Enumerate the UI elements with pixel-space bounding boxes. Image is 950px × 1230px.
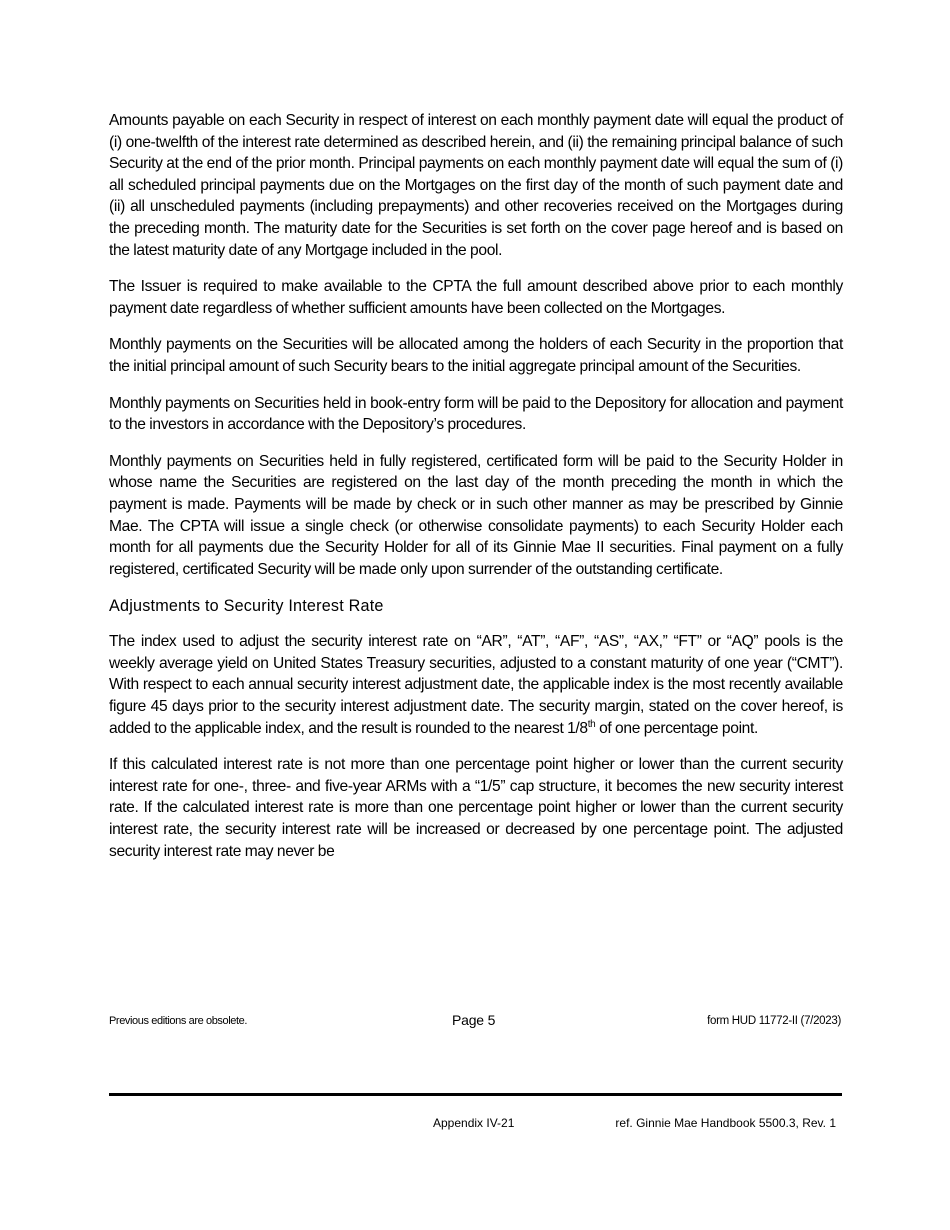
paragraph-index-end: of one percentage point. [595,719,758,737]
document-body [109,110,843,877]
paragraph-rate-cap: If this calculated interest rate is not more than one percentage point higher or lower than the current security interest rate for one-, three- and five-year ARMs with a “1/5” cap structure, it becomes the new security interest rate. If the calculated interest rate is more than one percentage point higher or lower than the current security interest rate, the security interest rate will be increased or decreased by one percentage point. The adjusted security interest rate may never be [109,756,843,860]
horizontal-rule [109,1093,842,1096]
paragraph-index [109,631,843,739]
paragraph-interest-principal: Amounts payable on each Security in respect of interest on each monthly payment date will equal the product of (i) one-twelfth of the interest rate determined as described herein, and (ii) the remaining principal balance of such Security at the end of the prior month. Principal payments on each monthly payment date will equal the sum of (i) all scheduled principal payments due on the Mortgages on the first day of the month of such payment date and (ii) all unscheduled payments (including prepayments) and other recoveries received on the Mortgages during the preceding month. The maturity date for the Securities is set forth on the cover page hereof and is based on the latest maturity date of any Mortgage included in the pool. [109,112,843,259]
footer-page-number: Page 5 [452,1012,496,1028]
footer-obsolete-note: Previous editions are obsolete. [109,1015,248,1027]
paragraph-issuer-requirement: The Issuer is required to make available to the CPTA the full amount described above prior to each monthly payment date regardless of whether sufficient amounts have been collected on the Mortgages. [109,278,843,317]
paragraph-book-entry: Monthly payments on Securities held in book-entry form will be paid to the Depository for allocation and payment to the investors in accordance with the Depository’s procedures. [109,394,843,434]
appendix-label: Appendix IV-21 [433,1116,515,1130]
section-heading: Adjustments to Security Interest Rate [109,597,384,616]
handbook-reference: ref. Ginnie Mae Handbook 5500.3, Rev. 1 [615,1116,836,1130]
page-footer [109,1012,843,1032]
paragraph-index-main: The index used to adjust the security interest rate on “AR”, “AT”, “AF”, “AS”, “AX,” “FT” or “AQ” pools is the weekly average yield on United States Treasury securities, adjusted to a constant maturity of one year (“CMT”). With respect to each annual security interest adjustment date, the applicable index is the most recently available figure 45 days prior to the security interest adjustment date. The security margin, stated on the cover hereof, is added to the applicable index, and the result is rounded to the nearest 1/8 [109,633,843,737]
paragraph-certificated-form: Monthly payments on Securities held in fully registered, certificated form will be paid to the Security Holder in whose name the Securities are registered on the last day of the month preceding the month in which the payment is made. Payments will be made by check or in such other manner as may be prescribed by Ginnie Mae. The CPTA will issue a single check (or otherwise consolidate payments) to each Security Holder each month for all payments due the Security Holder for all of its Ginnie Mae II securities. Final payment on a fully registered, certificated Security will be made only upon surrender of the outstanding certificate. [109,452,843,578]
appendix-footer [109,1116,843,1134]
footer-form-number: form HUD 11772-II (7/2023) [707,1015,841,1027]
paragraph-allocation: Monthly payments on the Securities will be allocated among the holders of each Security in the proportion that the initial principal amount of such Security bears to the initial aggregate principal amount of the Securities. [109,336,843,375]
ordinal-superscript: th [587,718,596,730]
